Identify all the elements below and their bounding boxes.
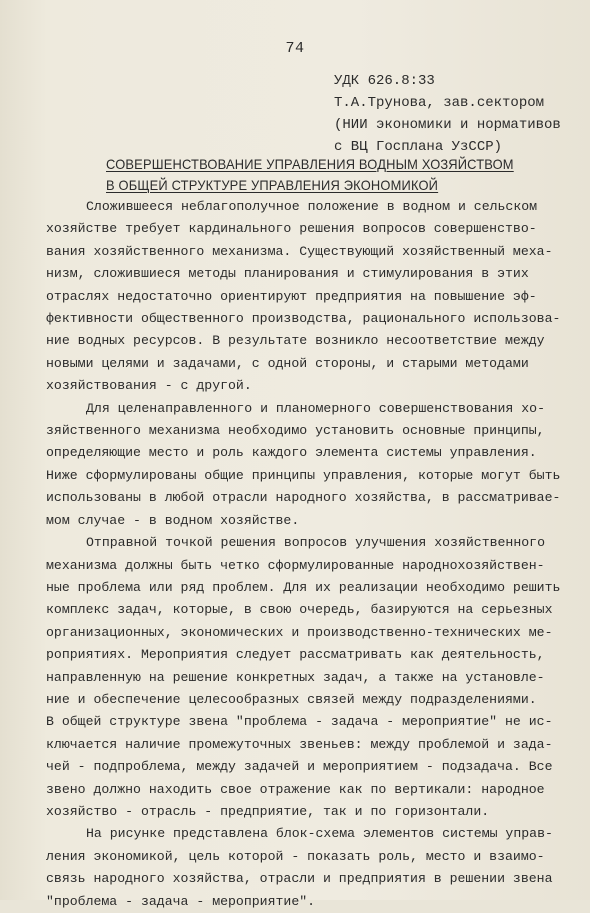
text-line: организационных, экономических и производственно-технических ме- (46, 624, 553, 640)
text-line: новыми целями и задачами, с одной стороны, и старыми методами (46, 355, 529, 371)
text-line: На рисунке представлена блок-схема элементов системы управ- (86, 826, 553, 842)
author-line: Т.А.Трунова, зав.сектором (334, 95, 545, 111)
title-line-1: СОВЕРШЕНСТВОВАНИЕ УПРАВЛЕНИЯ ВОДНЫМ ХОЗЯЙСТВОМ (106, 156, 514, 172)
affiliation-line-2: с ВЦ Госплана УзССР) (334, 139, 503, 155)
text-line: фективности общественного производства, рационального использова- (46, 311, 561, 327)
text-line: использованы в любой отрасли народного хозяйства, в рассматривае- (46, 490, 561, 506)
text-line: связь народного хозяйства, отрасли и предприятия в решении звена (46, 871, 553, 887)
text-line: низм, сложившиеся методы планирования и стимулирования в этих (46, 266, 529, 282)
text-line: ключается наличие промежуточных звеньев: между проблемой и зада- (46, 736, 553, 752)
text-line: хозяйствования - с другой. (46, 378, 252, 394)
text-line: В общей структуре звена "проблема - задача - мероприятие" не ис- (46, 714, 553, 730)
text-line: ные проблема или ряд проблем. Для их реализации необходимо решить (46, 579, 561, 595)
text-line: роприятиях. Мероприятия следует рассматривать как деятельность, (46, 647, 545, 663)
text-line: чей - подпроблема, между задачей и мероприятием - подзадача. Все (46, 759, 553, 775)
paragraph (46, 398, 566, 532)
article-body (46, 196, 566, 913)
text-line: "проблема - задача - мероприятие". (46, 893, 316, 909)
text-line: отраслях недостаточно ориентируют предприятия на повышение эф- (46, 288, 537, 304)
text-line: мом случае - в водном хозяйстве. (46, 512, 300, 528)
article-title (106, 154, 514, 196)
text-line: направленную на решение конкретных задач, а также на установле- (46, 669, 545, 685)
text-line: хозяйстве требует кардинального решения вопросов совершенство- (46, 221, 537, 237)
affiliation-line-1: (НИИ экономики и нормативов (334, 117, 561, 133)
text-line: механизма должны быть четко сформулированные народнохозяйствен- (46, 557, 545, 573)
text-line: зяйственного механизма необходимо установить основные принципы, (46, 423, 545, 439)
text-line: звено должно находить свое отражение как по вертикали: народное (46, 781, 545, 797)
text-line: хозяйство - отрасль - предприятие, так и по горизонтали. (46, 803, 490, 819)
text-line: ления экономикой, цель которой - показать роль, место и взаимо- (46, 848, 545, 864)
text-line: Ниже сформулированы общие принципы управления, которые могут быть (46, 467, 561, 483)
paragraph (46, 196, 566, 398)
text-line: ние и обеспечение целесообразных связей между подразделениями. (46, 691, 537, 707)
title-line-2: В ОБЩЕЙ СТРУКТУРЕ УПРАВЛЕНИЯ ЭКОНОМИКОЙ (106, 177, 439, 193)
paragraph (46, 532, 566, 823)
text-line: комплекс задач, которые, в свою очередь, базируются на серьезных (46, 602, 553, 618)
text-line: Отправной точкой решения вопросов улучшения хозяйственного (86, 535, 545, 551)
text-line: ние водных ресурсов. В результате возникло несоответствие между (46, 333, 545, 349)
udc-code: УДК 626.8:33 (334, 73, 435, 89)
page-number: 74 (285, 40, 305, 57)
article-meta (334, 70, 574, 158)
text-line: определяющие место и роль каждого элемента системы управления. (46, 445, 537, 461)
text-line: Сложившееся неблагополучное положение в водном и сельском (86, 199, 538, 214)
text-line: Для целенаправленного и планомерного совершенствования хо- (86, 400, 545, 416)
text-line: вания хозяйственного механизма. Существующий хозяйственный меха- (46, 243, 553, 259)
